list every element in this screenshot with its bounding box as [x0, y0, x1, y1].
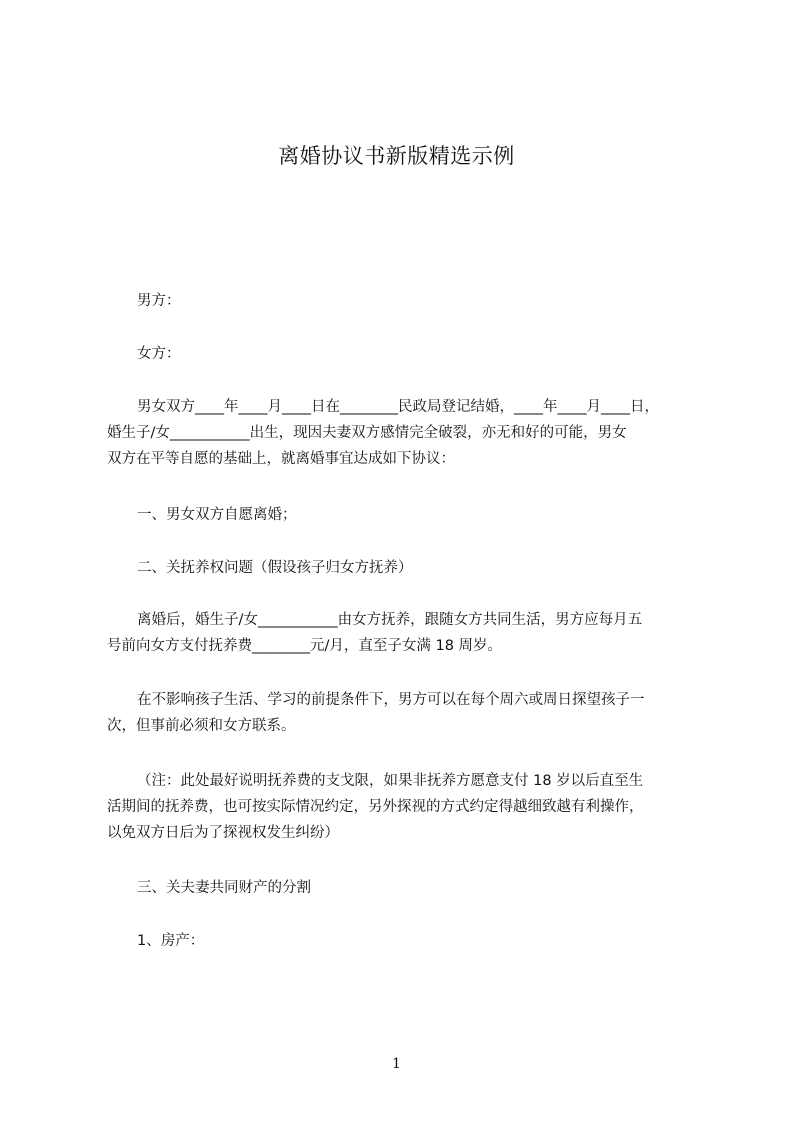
- visitation-paragraph: [107, 687, 707, 739]
- paragraph-line: 离婚后，婚生子/女___________由女方抚养，跟随女方共同生活，男方应每月五: [137, 612, 643, 628]
- paragraph-line: 男女双方____年____月____日在________民政局登记结婚，____年____月____日，: [137, 399, 659, 415]
- paragraph-line: （注：此处最好说明抚养费的支戈限，如果非抚养方愿意支付 18 岁以后直至生: [137, 773, 644, 789]
- document-title: 离婚协议书新版精选示例: [278, 144, 515, 168]
- paragraph-line: 在不影响孩子生活、学习的前提条件下，男方可以在每个周六或周日探望孩子一: [137, 692, 645, 708]
- page-number: 1: [392, 1056, 401, 1072]
- section-heading-divorce: 一、男女双方自愿离婚；: [137, 507, 297, 523]
- custody-paragraph: [107, 607, 707, 659]
- marriage-registration-paragraph: [107, 394, 707, 472]
- subsection-real-estate: 1、房产：: [137, 933, 205, 949]
- male-party-line: 男方：: [137, 293, 181, 309]
- section-heading-property: 三、关夫妻共同财产的分割: [137, 880, 311, 896]
- female-party-line: 女方：: [137, 346, 181, 362]
- note-paragraph: [107, 768, 707, 846]
- paragraph-line: 活期间的抚养费，也可按实际情况约定，另外探视的方式约定得越细致越有利操作，: [107, 799, 644, 815]
- section-heading-custody: 二、关抚养权问题（假设孩子归女方抚养）: [137, 560, 413, 576]
- paragraph-line: 双方在平等自愿的基础上，就离婚事宜达成如下协议：: [107, 451, 455, 467]
- paragraph-line: 次，但事前必须和女方联系。: [107, 718, 296, 734]
- paragraph-line: 婚生子/女___________出生，现因夫妻双方感情完全破裂，亦无和好的可能，男女: [107, 425, 627, 441]
- paragraph-line: 号前向女方支付抚养费________元/月，直至子女满 18 周岁。: [107, 638, 503, 654]
- paragraph-line: 以免双方日后为了探视权发生纠纷）: [107, 825, 339, 841]
